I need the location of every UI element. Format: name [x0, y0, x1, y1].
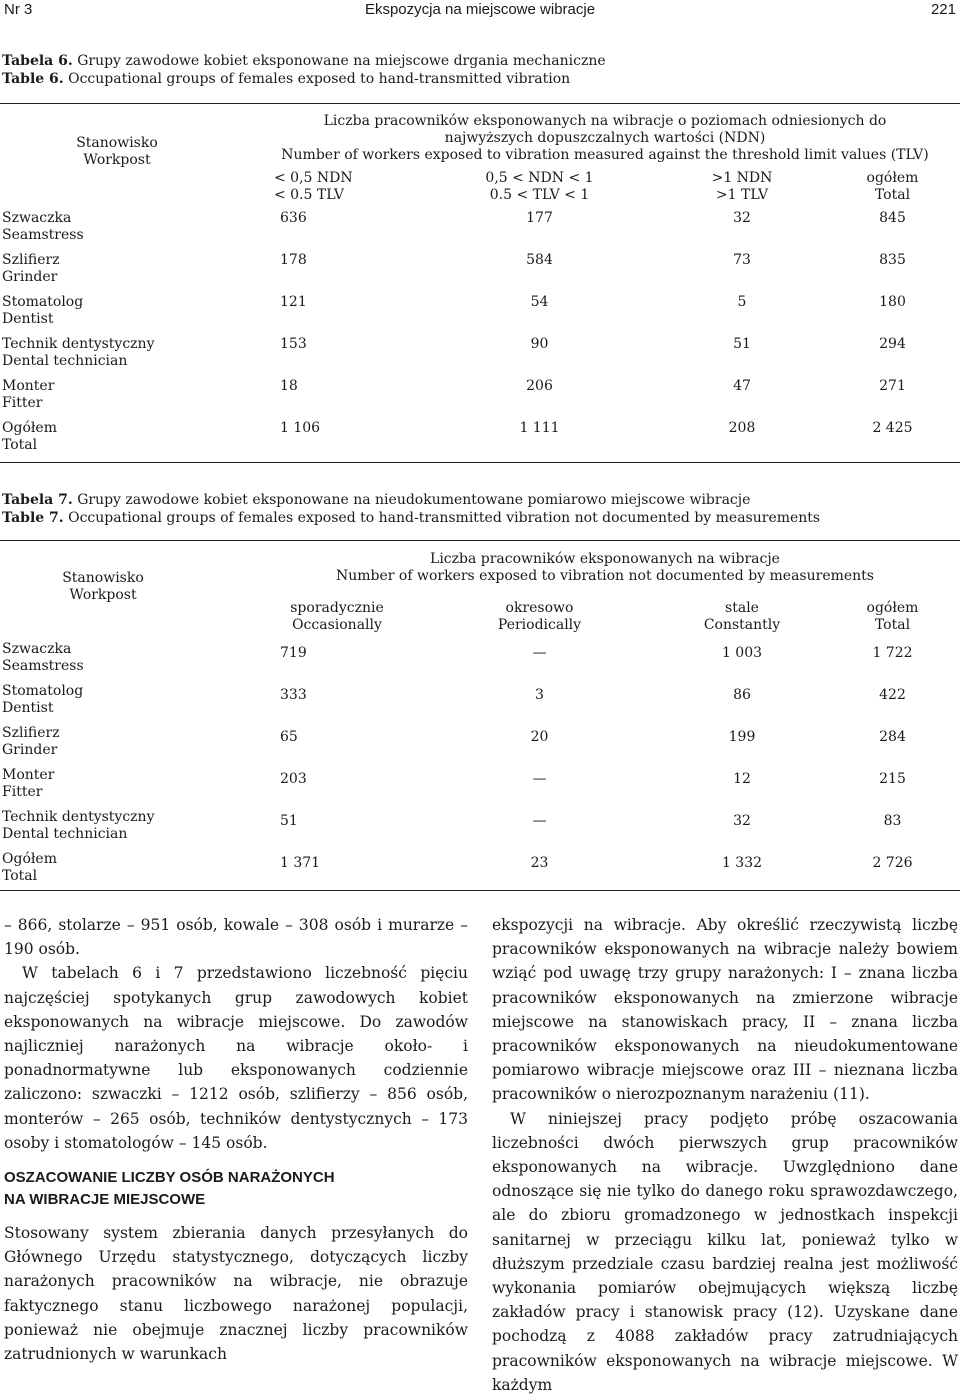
table-cell: 5 — [737, 294, 747, 310]
table-cell: 199 — [728, 729, 756, 745]
table-row — [2, 843, 958, 885]
table7-title-en: Occupational groups of females exposed to hand-transmitted vibration not documented by measurements — [68, 510, 821, 526]
table-cell: 32 — [733, 210, 751, 226]
table-cell: 90 — [530, 336, 549, 352]
table6-label-en: Table 6. — [2, 71, 64, 87]
table-row — [2, 759, 958, 801]
table-row — [2, 328, 958, 370]
table6-group-header: Liczba pracowników eksponowanych na wibracje o poziomach odniesionych do najwyższych dopuszczalnych wartości (NDN) Number of workers exposed to vibration measured against the threshold limit values (TLV) — [281, 113, 929, 163]
table-cell: 1 003 — [721, 645, 763, 661]
table-cell: 215 — [879, 771, 906, 787]
table-cell: 54 — [530, 294, 549, 310]
table-cell: 121 — [280, 294, 307, 310]
table-row — [2, 801, 958, 843]
table-cell: 208 — [728, 420, 756, 436]
table7-top-rule — [0, 540, 960, 541]
table-cell: 1 722 — [872, 645, 913, 661]
table-row — [2, 717, 958, 759]
row-label: Szlifierz Grinder — [2, 252, 60, 285]
left-paragraph-3: Stosowany system zbierania danych przesyłanych do Głównego Urzędu statystycznego, dotyczących liczby narażonych pracowników na wibracje, nie obrazuje faktycznego stanu liczbowego narażonej populacji, ponieważ nie obejmuje znacznej liczby pracowników zatrudnionych w warunkach — [4, 1224, 468, 1364]
right-paragraph-2: W niniejszej pracy podjęto próbę oszacowania liczebności dwóch pierwszych grup pracowników eksponowanych na wibracje. Uwzględniono dane odnoszące się nie tylko do danego roku sprawozdawczego, ale do zbioru gromadzonego w jednostkach inspekcji sanitarnej w przeciągu kilku lat, ponieważ tylko w dłuższym przedziale czasu bardziej realna jest możliwość wykonania pomiarów obejmujących większą liczbę zakładów pracy i stanowisk pracy (12). Uzyskane dane pochodzą z 4088 zakładów pracy zatrudniających pracowników eksponowanych na wibracje miejscowe. W każdym — [492, 1109, 958, 1394]
table-cell: 83 — [883, 813, 902, 829]
row-label: Monter Fitter — [2, 767, 55, 800]
table-row — [2, 286, 958, 328]
running-head — [0, 0, 960, 22]
table-cell: 1 106 — [280, 420, 321, 436]
table-cell: 73 — [733, 252, 751, 268]
table7-header-row — [2, 551, 958, 600]
row-label: Stomatolog Dentist — [2, 683, 84, 716]
table-row — [2, 634, 958, 675]
table-cell: 86 — [733, 687, 751, 703]
table-cell: 51 — [733, 336, 751, 352]
table7-title-pl: Grupy zawodowe kobiet eksponowane na nieudokumentowane pomiarowo miejscowe wibracje — [77, 492, 751, 508]
table-cell: 32 — [733, 813, 751, 829]
table-cell: — — [532, 813, 547, 829]
table-cell: 203 — [280, 771, 307, 787]
table7-label-pl: Tabela 7. — [2, 492, 73, 508]
table6-caption-pl — [2, 52, 606, 70]
page-number: 221 — [930, 1, 956, 18]
table-cell: 271 — [879, 378, 906, 394]
table7 — [2, 551, 958, 885]
table-cell: 584 — [526, 252, 553, 268]
table6-header-row — [2, 113, 958, 170]
table-cell: 294 — [879, 336, 906, 352]
table-cell: 2 726 — [872, 855, 913, 871]
table-cell: 845 — [879, 210, 906, 226]
left-text-column — [4, 913, 468, 1366]
table7-caption-pl — [2, 491, 820, 509]
table-cell: 65 — [280, 729, 298, 745]
table-cell: 23 — [530, 855, 549, 871]
table-row — [2, 370, 958, 412]
table6-label-pl: Tabela 6. — [2, 53, 73, 69]
table-cell: 284 — [879, 729, 906, 745]
table-row — [2, 204, 958, 244]
table-cell: — — [532, 645, 547, 661]
section-heading: OSZACOWANIE LICZBY OSÓB NARAŻONYCH NA WIBRACJE MIEJSCOWE — [4, 1169, 335, 1209]
row-label: Ogółem Total — [2, 851, 57, 884]
running-title: Ekspozycja na miejscowe wibracje — [364, 1, 596, 18]
table6-body — [2, 204, 958, 454]
table6-caption — [2, 52, 606, 88]
table6-col3-header: >1 NDN >1 TLV — [711, 170, 773, 203]
table-row — [2, 412, 958, 454]
table-row — [2, 244, 958, 286]
row-label: Technik dentystyczny Dental technician — [2, 809, 155, 842]
table-row — [2, 675, 958, 717]
table-cell: 206 — [526, 378, 553, 394]
left-paragraph-2: W tabelach 6 i 7 przedstawiono liczebność pięciu najczęściej spotykanych grup zawodowych kobiet eksponowanych na wibracje miejscowe. Do zawodów najliczniej narażonych na wibracje około- i ponadnormatywne lub eksponowanych codziennie zaliczono: szwaczki – 1212 osób, szlifierzy – 856 osób, monterów – 265 osób, techników dentystycznych – 173 osoby i stomatologów – 145 osób. — [4, 964, 468, 1152]
table-cell: 2 425 — [872, 420, 913, 436]
table-cell: 18 — [280, 378, 298, 394]
table6-bottom-rule — [0, 462, 960, 463]
table-cell: 153 — [280, 336, 307, 352]
table7-label-en: Table 7. — [2, 510, 64, 526]
table-cell: 1 332 — [721, 855, 763, 871]
table7-col0-header: Stanowisko Workpost — [62, 570, 144, 603]
row-label: Technik dentystyczny Dental technician — [2, 336, 155, 369]
right-paragraph-1: ekspozycji na wibracje. Aby określić rzeczywistą liczbę pracowników eksponowanych na wibracje należy bowiem wziąć pod uwagę trzy grupy narażonych: I – znana liczba pracowników eksponowanych na zmierzone wibracje miejscowe na stanowiskach pracy, II – znana liczba pracowników eksponowanych na nieudokumentowane pomiarowo wibracje miejscowe oraz III – nieznana liczba pracowników o nierozpoznanym narażeniu (11). — [492, 916, 958, 1104]
table-cell: 636 — [280, 210, 307, 226]
right-text-column — [492, 913, 958, 1397]
row-label: Ogółem Total — [2, 420, 57, 453]
row-label: Szwaczka Seamstress — [2, 641, 84, 674]
table-cell: 180 — [879, 294, 906, 310]
table7-col1-header: sporadycznie Occasionally — [290, 600, 384, 633]
table-cell: 1 371 — [280, 855, 321, 871]
journal-issue: Nr 3 — [4, 1, 33, 18]
table6-caption-en — [2, 70, 606, 88]
table-cell: 51 — [280, 813, 298, 829]
table7-bottom-rule — [0, 890, 960, 891]
table7-caption-en — [2, 509, 820, 527]
table7-col4-header: ogółem Total — [866, 600, 919, 633]
table-cell: 333 — [280, 687, 307, 703]
table7-body — [2, 634, 958, 885]
row-label: Stomatolog Dentist — [2, 294, 84, 327]
table6-col0-header: Stanowisko Workpost — [76, 135, 158, 168]
table-cell: 835 — [879, 252, 906, 268]
table7-col3-header: stale Constantly — [703, 600, 781, 633]
table6-col4-header: ogółem Total — [866, 170, 919, 203]
table6-title-en: Occupational groups of females exposed to hand-transmitted vibration — [68, 71, 571, 87]
table-cell: — — [532, 771, 547, 787]
table6-col1-header: < 0,5 NDN < 0.5 TLV — [274, 170, 353, 203]
table-cell: 719 — [280, 645, 307, 661]
table-cell: 47 — [733, 378, 751, 394]
table-cell: 12 — [733, 771, 751, 787]
table-cell: 422 — [879, 687, 906, 703]
table7-caption — [2, 491, 820, 527]
row-label: Monter Fitter — [2, 378, 55, 411]
table7-group-header: Liczba pracowników eksponowanych na wibracje Number of workers exposed to vibration not documented by measurements — [335, 551, 874, 584]
table-cell: 1 111 — [519, 420, 560, 436]
table-cell: 177 — [526, 210, 553, 226]
table-cell: 3 — [535, 687, 544, 703]
left-paragraph-1: – 866, stolarze – 951 osób, kowale – 308 osób i murarze – 190 osób. — [4, 916, 468, 959]
table-cell: 20 — [530, 729, 549, 745]
table7-col2-header: okresowo Periodically — [497, 600, 582, 633]
table-cell: 178 — [280, 252, 307, 268]
row-label: Szwaczka Seamstress — [2, 210, 84, 243]
table6-top-rule — [0, 103, 960, 104]
row-label: Szlifierz Grinder — [2, 725, 60, 758]
table6-title-pl: Grupy zawodowe kobiet eksponowane na miejscowe drgania mechaniczne — [77, 53, 606, 69]
table6-col2-header: 0,5 < NDN < 1 0.5 < TLV < 1 — [485, 170, 594, 203]
table6 — [2, 113, 958, 454]
